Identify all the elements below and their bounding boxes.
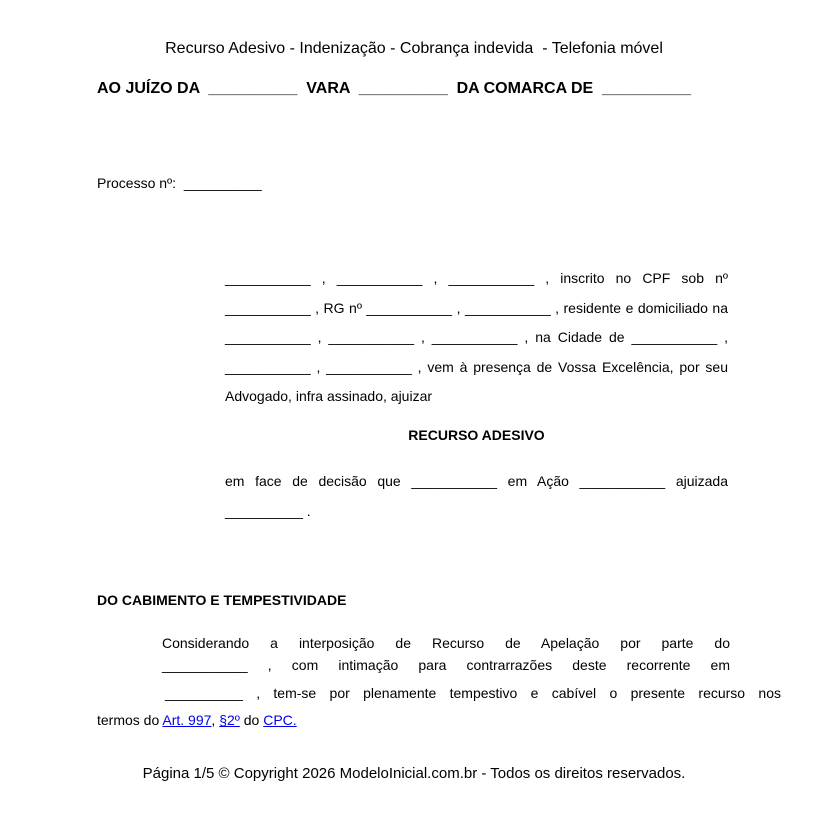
tempestividade-paragraph [97,680,781,734]
tempestividade-sep2: do [239,712,264,728]
tempestividade-line-2 [97,707,781,734]
tempestividade-prefix: termos do [97,712,163,728]
document-title: Recurso Adesivo - Indenização - Cobrança indevida - Telefonia móvel [165,40,663,57]
process-number-line: Processo nº: __________ [97,175,262,191]
decision-paragraph [225,466,728,526]
link-paragraph-2[interactable]: §2º [219,712,240,728]
decision-line-1: em face de decisão que ___________ em Ação ___________ ajuizada [225,473,728,489]
qualification-line-2: ___________ , RG nº ___________ , ___________ , residente e domiciliado na [225,299,728,316]
qualification-line-5: Advogado, infra assinado, ajuizar [225,388,433,404]
court-address-line: AO JUÍZO DA __________ VARA __________ DA COMARCA DE __________ [97,80,692,97]
link-cpc[interactable]: CPC. [263,712,297,728]
qualification-line-3: ___________ , ___________ , ___________ , na Cidade de ___________ , [225,329,728,345]
considerando-paragraph [162,632,730,676]
decision-line-2: __________ . [225,503,311,519]
considerando-line-2: ___________ , com intimação para contrarrazões deste recorrente em [162,657,730,673]
link-art-997[interactable]: Art. 997 [162,712,212,728]
qualification-line-4: ___________ , ___________ , vem à presença de Vossa Excelência, por seu [225,358,728,375]
tempestividade-line-1: __________ , tem-se por plenamente tempestivo e cabível o presente recurso nos [165,685,781,701]
considerando-line-1: Considerando a interposição de Recurso de Apelação por parte do [162,635,730,651]
recurso-adesivo-heading: RECURSO ADESIVO [408,427,545,443]
page-footer: Página 1/5 © Copyright 2026 ModeloInicial.com.br - Todos os direitos reservados. [142,765,686,782]
tempestividade-sep1: , [211,712,220,728]
qualification-line-1: ___________ , ___________ , ___________ , inscrito no CPF sob nº [225,270,728,286]
cabimento-section-heading: DO CABIMENTO E TEMPESTIVIDADE [97,592,347,608]
qualification-paragraph [225,264,728,412]
